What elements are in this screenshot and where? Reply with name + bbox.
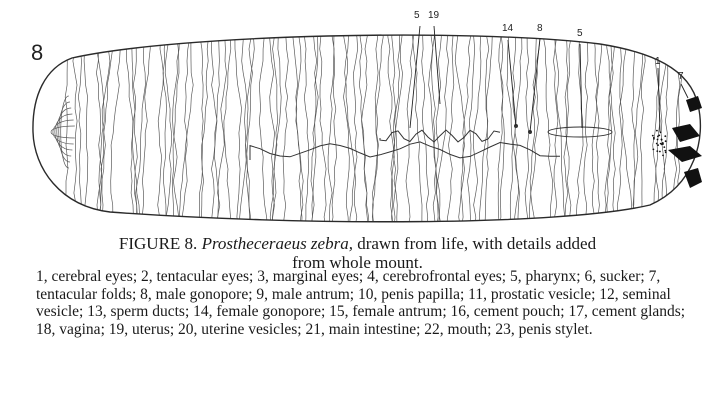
callout-1-cerebral-eyes: 1 (655, 56, 661, 67)
figure-legend: 1, cerebral eyes; 2, tentacular eyes; 3, marginal eyes; 4, cerebrofrontal eyes; 5, pharynx; 6, sucker; 7, tentacular folds; 8, male gonopore; 9, male antrum; 10, penis papilla; 11, prostatic vesicle; 12, seminal vesicle; 13, sperm ducts; 14, female gonopore; 15, female antrum; 16, cement pouch; 17, cement glands; 18, vagina; 19, uterus; 20, uterine vesicles; 21, main intestine; 22, mouth; 23, penis stylet. (36, 268, 686, 338)
species-name: Prostheceraeus zebra, (201, 234, 353, 253)
figure-number: 8 (31, 40, 44, 65)
internal-organs (250, 124, 612, 160)
callout-5-pharynx-b: 5 (577, 28, 583, 39)
caption-title-rest: drawn from life, with details added (357, 234, 597, 253)
tentacular-folds (668, 96, 702, 188)
cerebral-eyes (652, 130, 667, 157)
caption-title-line2: from whole mount. (292, 253, 423, 272)
figure-caption-title (0, 234, 715, 272)
callout-7-tentacular-folds: 7 (678, 71, 684, 82)
figure-label: FIGURE 8. (118, 234, 198, 253)
callout-5-pharynx: 5 (414, 10, 420, 21)
callout-8-male-gonopore: 8 (537, 23, 543, 34)
callout-19-uterus: 19 (428, 10, 440, 21)
callout-14-female-gonopore: 14 (502, 23, 514, 34)
